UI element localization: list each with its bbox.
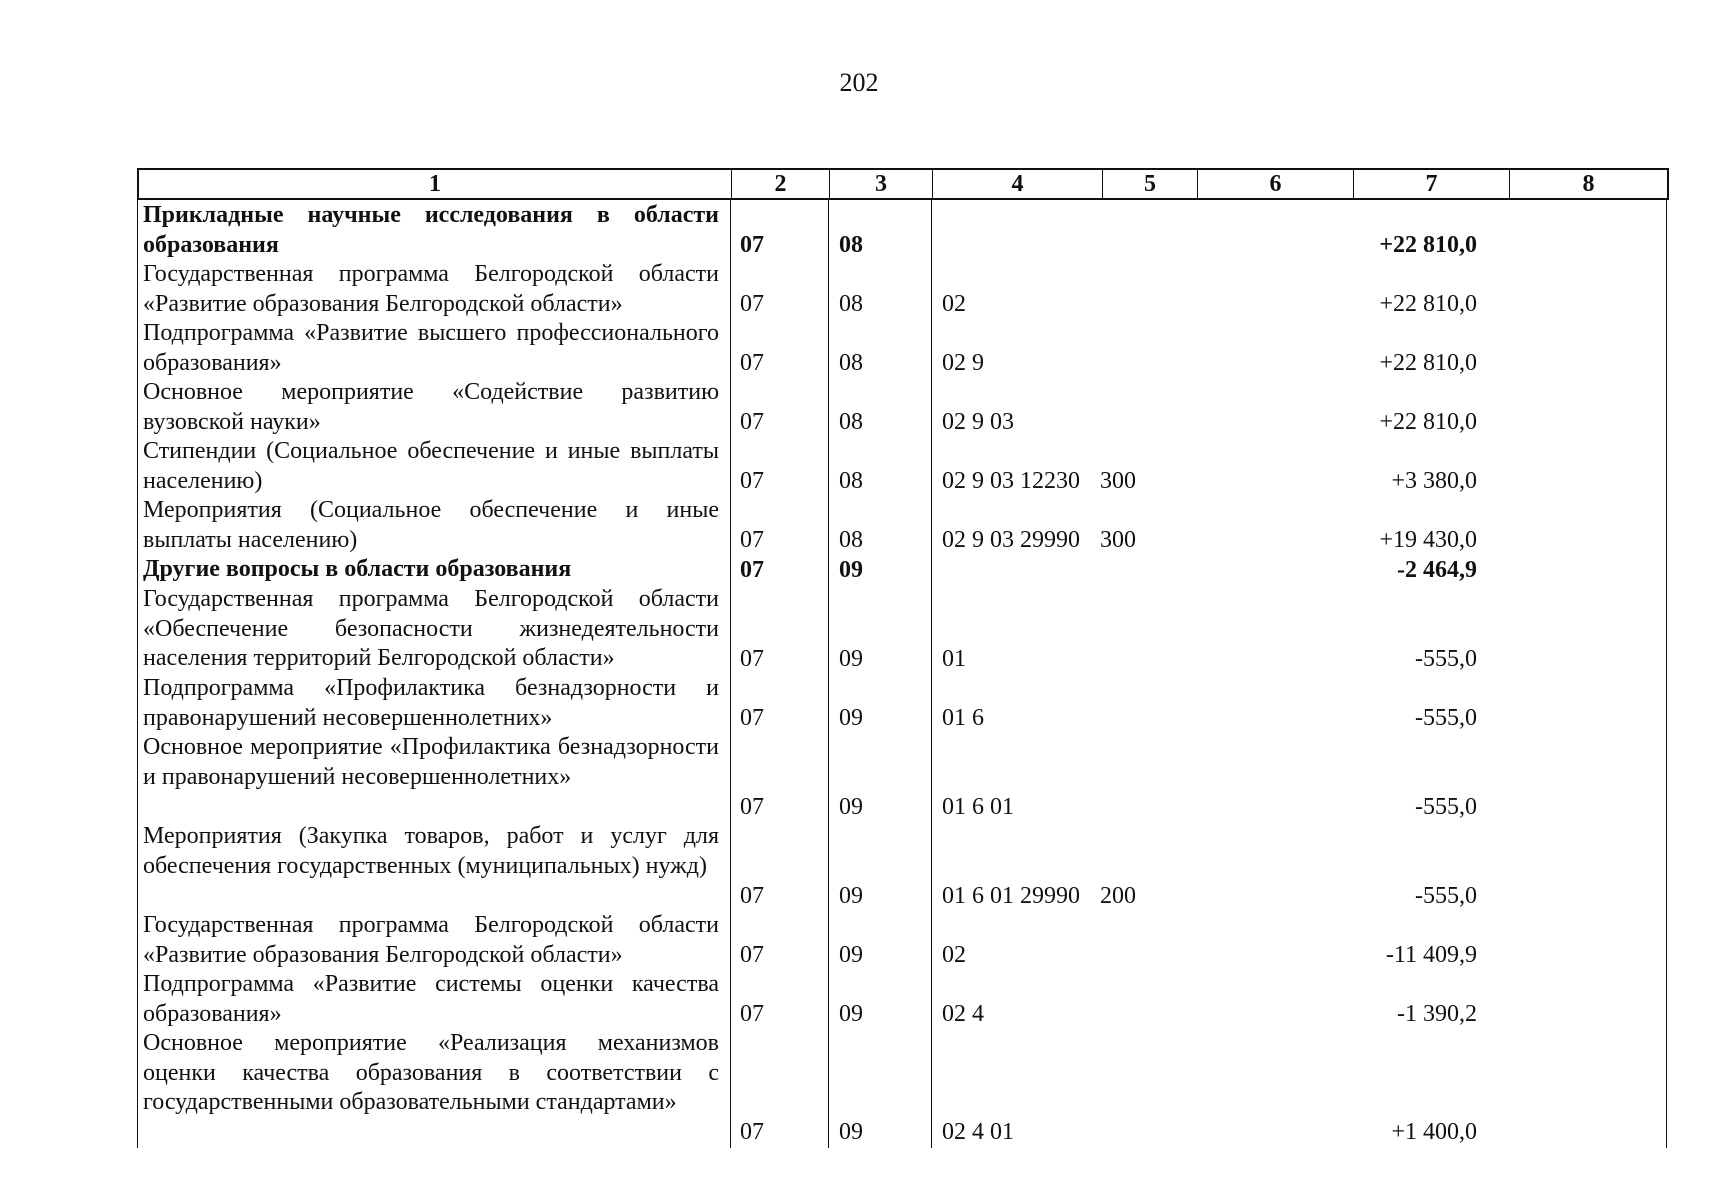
table-row [137, 970, 1669, 1029]
header-col-6: 6 [1198, 170, 1354, 198]
header-col-4: 4 [933, 170, 1103, 198]
row-subsection: 08 [839, 290, 863, 317]
row-target-code: 02 [942, 290, 966, 317]
row-subsection: 09 [839, 645, 863, 672]
row-subsection: 08 [839, 231, 863, 258]
table-row [137, 585, 1669, 674]
row-target-code: 01 [942, 645, 966, 672]
row-target-code: 02 4 01 [942, 1118, 1014, 1145]
row-target-code: 02 [942, 941, 966, 968]
row-amount: +22 810,0 [1379, 290, 1477, 317]
table-row [137, 822, 1669, 911]
row-subsection: 08 [839, 467, 863, 494]
row-subsection: 09 [839, 941, 863, 968]
row-description: Прикладные научные исследования в области образования [143, 202, 719, 258]
row-section: 07 [740, 882, 764, 909]
row-description: Государственная программа Белгородской области «Развитие образования Белгородской области» [143, 261, 719, 317]
row-target-code: 02 4 [942, 1000, 984, 1027]
row-subsection: 08 [839, 349, 863, 376]
table-row [137, 260, 1669, 319]
row-expense-type: 200 [1100, 882, 1136, 909]
table-row [137, 733, 1669, 822]
row-target-code: 02 9 03 29990 [942, 526, 1080, 553]
row-target-code: 02 9 03 12230 [942, 467, 1080, 494]
row-amount: +3 380,0 [1391, 467, 1477, 494]
row-description: Основное мероприятие «Реализация механизмов оценки качества образования в соответствии с государственными образовательными стандартами» [143, 1030, 719, 1115]
header-col-1: 1 [139, 170, 732, 198]
table-row [137, 496, 1669, 555]
row-section: 07 [740, 645, 764, 672]
row-section: 07 [740, 349, 764, 376]
row-subsection: 09 [839, 704, 863, 731]
row-subsection: 09 [839, 1000, 863, 1027]
row-amount: -2 464,9 [1397, 556, 1477, 583]
row-target-code: 01 6 01 [942, 793, 1014, 820]
row-target-code: 01 6 [942, 704, 984, 731]
row-amount: -11 409,9 [1385, 941, 1477, 968]
table-row [137, 555, 1669, 585]
row-section: 07 [740, 704, 764, 731]
table-header-row [137, 168, 1669, 200]
row-description: Подпрограмма «Развитие высшего профессионального образования» [143, 320, 719, 376]
row-expense-type: 300 [1100, 467, 1136, 494]
row-subsection: 08 [839, 526, 863, 553]
row-section: 07 [740, 941, 764, 968]
table-row [137, 437, 1669, 496]
row-section: 07 [740, 408, 764, 435]
row-description: Мероприятия (Закупка товаров, работ и услуг для обеспечения государственных (муниципальных) нужд) [143, 823, 719, 879]
row-section: 07 [740, 231, 764, 258]
row-target-code: 02 9 03 [942, 408, 1014, 435]
header-col-3: 3 [830, 170, 933, 198]
table-row [137, 378, 1669, 437]
row-description: Основное мероприятие «Профилактика безнадзорности и правонарушений несовершеннолетних» [143, 734, 719, 790]
table-row [137, 319, 1669, 378]
row-description: Другие вопросы в области образования [143, 556, 572, 582]
row-expense-type: 300 [1100, 526, 1136, 553]
table-row [137, 1029, 1669, 1147]
table-row [137, 674, 1669, 733]
row-amount: +22 810,0 [1379, 231, 1477, 258]
row-subsection: 09 [839, 1118, 863, 1145]
table-row [137, 201, 1669, 260]
row-section: 07 [740, 793, 764, 820]
row-section: 07 [740, 526, 764, 553]
row-amount: -555,0 [1415, 704, 1477, 731]
row-section: 07 [740, 467, 764, 494]
row-target-code: 01 6 01 29990 [942, 882, 1080, 909]
row-subsection: 08 [839, 408, 863, 435]
budget-table [137, 168, 1669, 1148]
row-description: Подпрограмма «Профилактика безнадзорности и правонарушений несовершеннолетних» [143, 675, 719, 731]
row-section: 07 [740, 1118, 764, 1145]
row-subsection: 09 [839, 793, 863, 820]
row-amount: -555,0 [1415, 793, 1477, 820]
row-amount: -1 390,2 [1397, 1000, 1477, 1027]
row-amount: +22 810,0 [1379, 408, 1477, 435]
row-subsection: 09 [839, 882, 863, 909]
row-description: Основное мероприятие «Содействие развитию вузовской науки» [143, 379, 719, 435]
row-section: 07 [740, 1000, 764, 1027]
row-description: Государственная программа Белгородской области «Обеспечение безопасности жизнедеятельности населения территорий Белгородской области» [143, 586, 719, 671]
header-col-7: 7 [1354, 170, 1510, 198]
row-amount: +19 430,0 [1379, 526, 1477, 553]
row-section: 07 [740, 290, 764, 317]
header-col-2: 2 [732, 170, 830, 198]
row-section: 07 [740, 556, 764, 583]
row-target-code: 02 9 [942, 349, 984, 376]
row-description: Мероприятия (Социальное обеспечение и иные выплаты населению) [143, 497, 719, 553]
row-description: Стипендии (Социальное обеспечение и иные выплаты населению) [143, 438, 719, 494]
page-number: 202 [839, 68, 879, 97]
row-subsection: 09 [839, 556, 863, 583]
row-amount: -555,0 [1415, 882, 1477, 909]
header-col-5: 5 [1103, 170, 1198, 198]
row-description: Подпрограмма «Развитие системы оценки качества образования» [143, 971, 719, 1027]
header-col-8: 8 [1582, 171, 1595, 197]
row-amount: -555,0 [1415, 645, 1477, 672]
row-amount: +22 810,0 [1379, 349, 1477, 376]
table-row [137, 911, 1669, 970]
row-amount: +1 400,0 [1391, 1118, 1477, 1145]
row-description: Государственная программа Белгородской области «Развитие образования Белгородской области» [143, 912, 719, 968]
